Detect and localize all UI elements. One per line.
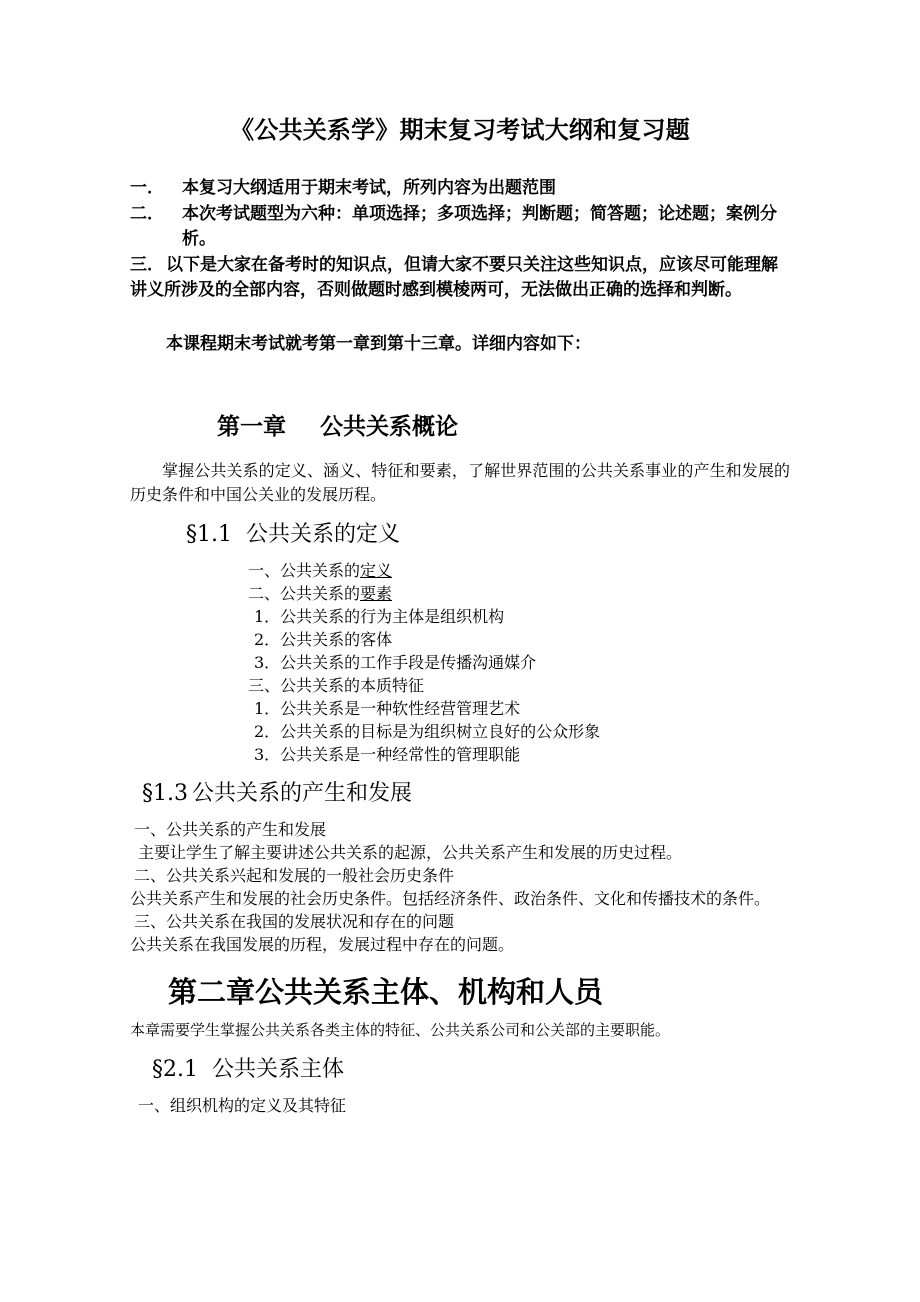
intro-list-text: 以下是大家在备考时的知识点，但请大家不要只关注这些知识点，应该尽可能理解讲义所涉及的全部内容，否则做题时感到模棱两可，无法做出正确的选择和判断。	[130, 254, 778, 300]
intro-list-item	[130, 202, 790, 253]
section-heading-2-1	[130, 1042, 790, 1085]
outline-item	[130, 582, 790, 605]
outline-item: 一、公共关系的产生和发展	[134, 819, 327, 839]
outline-item-emphasis: 要素	[360, 583, 393, 603]
chapter-1-name: 公共关系概论	[320, 413, 458, 440]
intro-list-text: 本复习大纲适用于期末考试，所列内容为出题范围	[182, 178, 556, 198]
section-1-3-id: §1.3	[142, 780, 188, 806]
intro-numbered-list	[130, 145, 790, 304]
chapter-2-heading: 第二章公共关系主体、机构和人员	[168, 974, 604, 1009]
chapter-2-summary: 本章需要学生掌握公共关系各类主体的特征、公共关系公司和公关部的主要职能。	[130, 1020, 671, 1039]
outline-item	[130, 559, 790, 582]
intro-list-marker: 二．	[130, 203, 164, 224]
section-heading-1-3	[130, 766, 790, 809]
section-heading-1-1	[130, 507, 790, 550]
page-title: 《公共关系学》期末复习考试大纲和复习题	[230, 116, 690, 144]
section-1-3-outline	[130, 809, 790, 956]
chapter-1-number: 第一章	[217, 413, 286, 440]
outline-item: 公共关系在我国发展的历程，发展过程中存在的问题。	[130, 934, 515, 954]
intro-list-marker: 三．	[130, 254, 164, 275]
outline-item: 一、组织机构的定义及其特征	[138, 1095, 347, 1115]
chapter-1-summary: 掌握公共关系的定义、涵义、特征和要素，了解世界范围的公共关系事业的产生和发展的历史条件和中国公关业的发展历程。	[130, 460, 790, 504]
section-1-1-title: 公共关系的定义	[246, 521, 401, 547]
section-2-1-id: §2.1	[152, 1056, 198, 1082]
outline-item-text: 一、公共关系的	[248, 560, 361, 580]
outline-item-emphasis: 定义	[360, 560, 393, 580]
outline-item: 1．公共关系是一种软性经营管理艺术	[254, 698, 521, 718]
section-2-1-title: 公共关系主体	[212, 1056, 345, 1082]
section-1-1-id: §1.1	[186, 521, 232, 547]
intro-list-text: 本次考试题型为六种：单项选择；多项选择；判断题；简答题；论述题；案例分析。	[182, 203, 777, 249]
intro-list-item	[130, 253, 790, 304]
outline-item: 3．公共关系是一种经常性的管理职能	[254, 744, 521, 764]
outline-item: 二、公共关系兴起和发展的一般社会历史条件	[134, 865, 455, 885]
section-1-3-title: 公共关系的产生和发展	[192, 780, 413, 806]
outline-item: 公共关系产生和发展的社会历史条件。包括经济条件、政治条件、文化和传播技术的条件。	[130, 888, 771, 908]
intro-list-item	[130, 176, 790, 202]
chapter-1-heading	[130, 357, 790, 442]
outline-item: 三、公共关系在我国的发展状况和存在的问题	[134, 911, 455, 931]
exam-scope-note: 本课程期末考试就考第一章到第十三章。详细内容如下：	[166, 333, 591, 354]
section-1-1-outline	[130, 550, 790, 766]
outline-item-text: 二、公共关系的	[248, 583, 361, 603]
section-2-1-outline	[130, 1085, 790, 1117]
intro-list-marker: 一．	[130, 178, 164, 198]
outline-item: 三、公共关系的本质特征	[248, 675, 425, 695]
outline-item: 1．公共关系的行为主体是组织机构	[254, 606, 505, 626]
outline-item: 3．公共关系的工作手段是传播沟通媒介	[254, 652, 537, 672]
outline-item: 2．公共关系的目标是为组织树立良好的公众形象	[254, 721, 601, 741]
outline-item: 2．公共关系的客体	[254, 629, 393, 649]
outline-item: 主要让学生了解主要讲述公共关系的起源，公共关系产生和发展的历史过程。	[138, 842, 683, 862]
